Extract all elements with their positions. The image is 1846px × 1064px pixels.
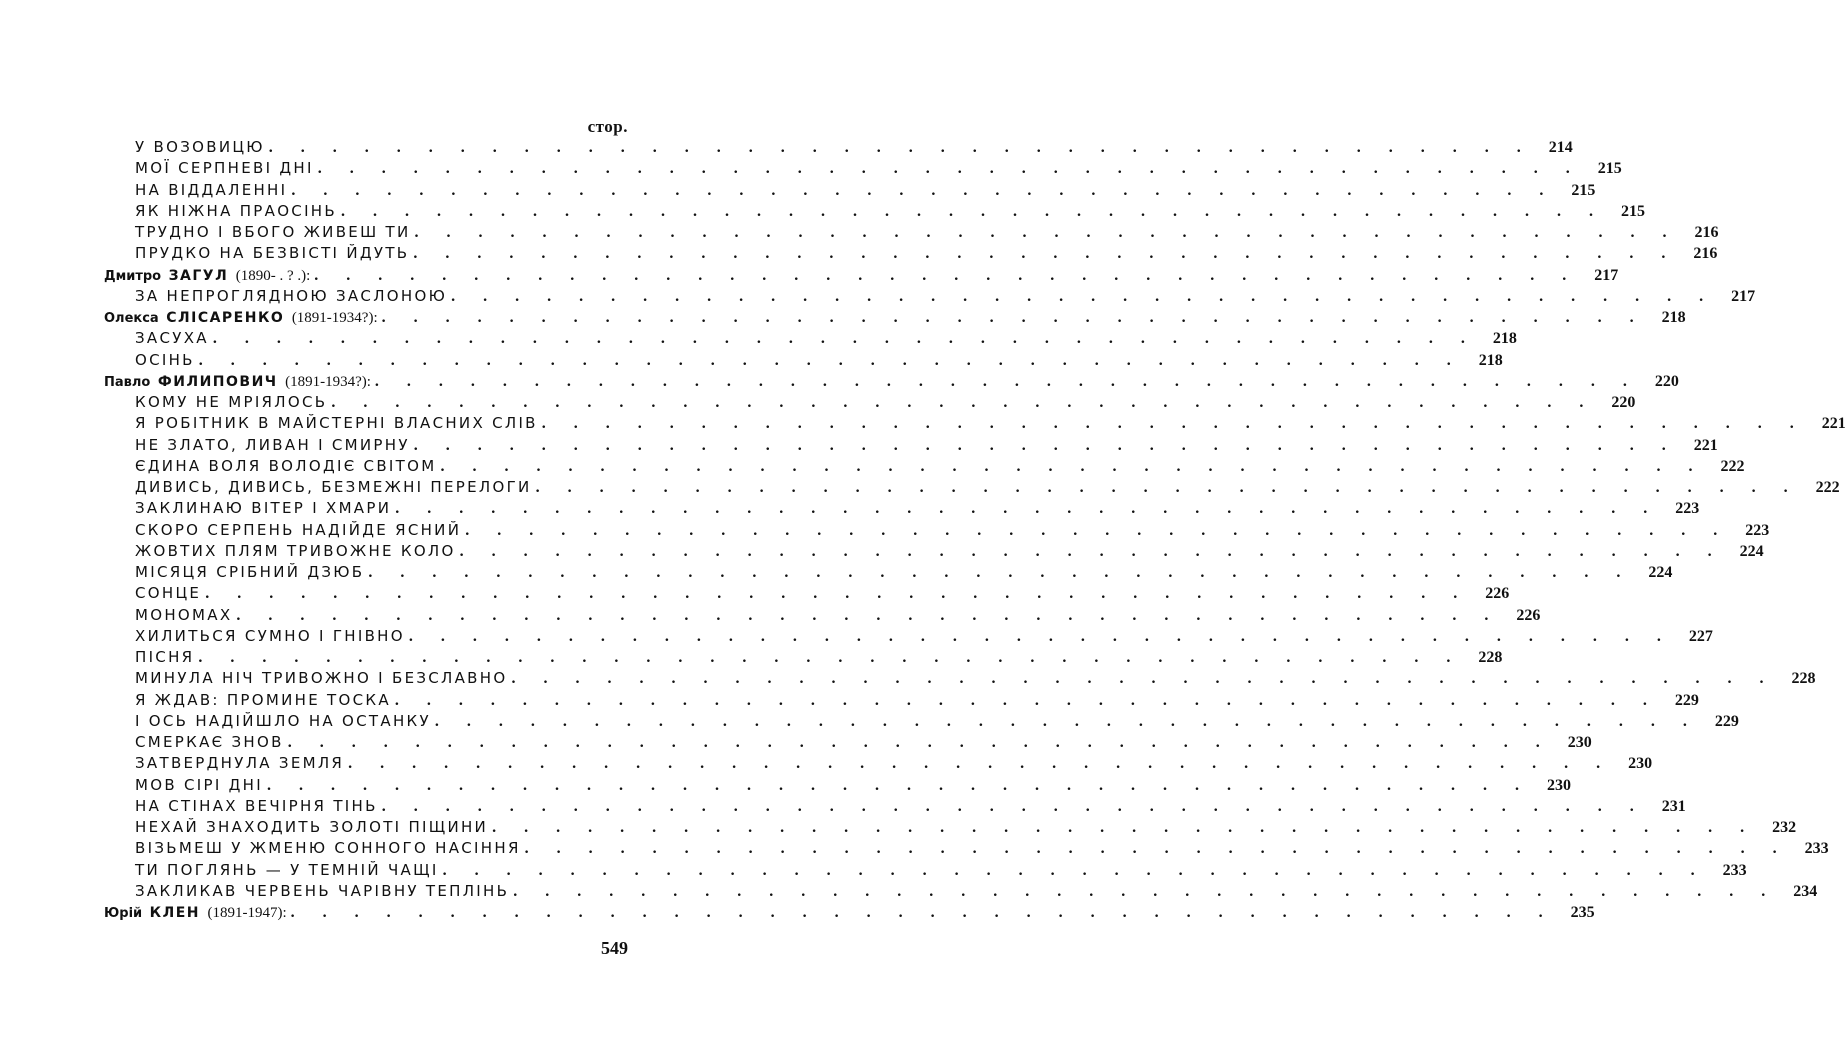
dot-leader: . . . . . . . . . . . . . . . . . . . . . . . . . . . . . . . . . . . . . . . . — [395, 500, 1660, 518]
dot-leader: . . . . . . . . . . . . . . . . . . . . . . . . . . . . . . . . . . . . . . . . — [381, 309, 1646, 326]
dot-leader: . . . . . . . . . . . . . . . . . . . . . . . . . . . . . . . . . . . . . . . . — [451, 287, 1716, 305]
entry-page-number: 220 — [1654, 372, 1679, 390]
entry-page-number: 227 — [1688, 627, 1713, 645]
toc-author-entry — [104, 265, 1619, 286]
poem-title: СКОРО СЕРПЕНЬ НАДІЙДЕ ЯСНИЙ — [135, 520, 462, 539]
dot-leader: . . . . . . . . . . . . . . . . . . . . . . . . . . . . . . . . . . . . . . . . — [314, 266, 1579, 284]
toc-poem-entry — [104, 180, 1596, 201]
dot-leader: . . . . . . . . . . . . . . . . . . . . . . . . . . . . . . . . . . . . . . . . — [394, 691, 1659, 709]
toc-poem-entry — [104, 328, 1517, 349]
poem-title: ХИЛИТЬСЯ СУМНО І ГНІВНО — [135, 626, 405, 645]
entry-page-number: 224 — [1739, 542, 1764, 560]
dot-leader: . . . . . . . . . . . . . . . . . . . . . . . . . . . . . . . . . . . . . . . . — [348, 755, 1613, 773]
dot-leader: . . . . . . . . . . . . . . . . . . . . . . . . . . . . . . . . . . . . . . . . — [541, 415, 1806, 433]
entry-page-number: 222 — [1815, 479, 1840, 496]
page-number: 549 — [601, 938, 628, 958]
entry-page-number: 226 — [1485, 585, 1510, 603]
toc-poem-entry — [104, 753, 1653, 774]
entry-page-number: 222 — [1720, 457, 1745, 475]
poem-title: МОВ СІРІ ДНІ — [135, 775, 263, 794]
dot-leader: . . . . . . . . . . . . . . . . . . . . . . . . . . . . . . . . . . . . . . . . — [266, 776, 1531, 794]
author-first-name: Юрій — [104, 906, 143, 921]
toc-poem-entry — [104, 562, 1673, 583]
poem-title: МОНОМАХ — [135, 605, 233, 624]
toc-poem-entry — [104, 647, 1503, 668]
entry-page-number: 215 — [1620, 202, 1645, 220]
dot-leader: . . . . . . . . . . . . . . . . . . . . . . . . . . . . . . . . . . . . . . . . — [331, 394, 1596, 411]
toc-poem-entry — [104, 626, 1713, 647]
entry-page-number: 215 — [1571, 181, 1596, 199]
poem-title: ПІСНЯ — [135, 648, 195, 666]
toc-poem-entry — [104, 413, 1846, 434]
dot-leader: . . . . . . . . . . . . . . . . . . . . . . . . . . . . . . . . . . . . . . . . — [414, 224, 1679, 241]
dot-leader: . . . . . . . . . . . . . . . . . . . . . . . . . . . . . . . . . . . . . . . . — [287, 734, 1552, 751]
toc-poem-entry — [104, 222, 1719, 243]
toc-poem-entry — [104, 775, 1571, 796]
poem-title: ПРУДКО НА БЕЗВІСТІ ЙДУТЬ — [135, 244, 410, 263]
dot-leader: . . . . . . . . . . . . . . . . . . . . . . . . . . . . . . . . . . . . . . . . — [374, 372, 1639, 390]
dot-leader: . . . . . . . . . . . . . . . . . . . . . . . . . . . . . . . . . . . . . . . . — [317, 160, 1582, 178]
poem-title: Я ЖДАВ: ПРОМИНЕ ТОСКА — [135, 690, 391, 709]
author-heading — [104, 308, 382, 329]
entry-page-number: 218 — [1492, 330, 1517, 348]
poem-title: НА ВІДДАЛЕННІ — [135, 180, 288, 199]
entry-page-number: 233 — [1804, 840, 1829, 858]
dot-leader: . . . . . . . . . . . . . . . . . . . . . . . . . . . . . . . . . . . . . . . . — [413, 436, 1678, 454]
entry-page-number: 218 — [1661, 309, 1686, 326]
dot-leader: . . . . . . . . . . . . . . . . . . . . . . . . . . . . . . . . . . . . . . . . — [205, 585, 1470, 603]
toc-poem-entry — [104, 668, 1816, 689]
dot-leader: . . . . . . . . . . . . . . . . . . . . . . . . . . . . . . . . . . . . . . . . — [198, 649, 1463, 666]
dot-leader: . . . . . . . . . . . . . . . . . . . . . . . . . . . . . . . . . . . . . . . . — [408, 627, 1673, 645]
toc-poem-entry — [104, 137, 1573, 158]
entry-page-number: 230 — [1628, 755, 1653, 773]
author-heading — [104, 266, 314, 287]
entry-page-number: 231 — [1661, 797, 1686, 815]
poem-title: У ВОЗОВИЦЮ — [135, 138, 265, 156]
entry-page-number: 229 — [1674, 691, 1699, 709]
author-years: (1891-1934?): — [291, 310, 378, 326]
toc-poem-entry — [104, 732, 1592, 753]
dot-leader: . . . . . . . . . . . . . . . . . . . . . . . . . . . . . . . . . . . . . . . . — [290, 904, 1555, 921]
dot-leader: . . . . . . . . . . . . . . . . . . . . . . . . . . . . . . . . . . . . . . . . — [492, 819, 1757, 836]
dot-leader: . . . . . . . . . . . . . . . . . . . . . . . . . . . . . . . . . . . . . . . . — [459, 542, 1724, 560]
toc-poem-entry — [104, 498, 1700, 519]
author-last-name: ЗАГУЛ — [168, 267, 229, 284]
poem-title: ОСІНЬ — [135, 350, 195, 369]
entry-page-number: 235 — [1570, 904, 1595, 921]
entry-page-number: 226 — [1516, 606, 1541, 624]
entry-page-number: 217 — [1731, 287, 1756, 305]
entry-page-number: 221 — [1693, 436, 1718, 454]
toc-poem-entry — [104, 860, 1747, 881]
poem-title: МОЇ СЕРПНЕВІ ДНІ — [135, 159, 314, 178]
poem-title: СМЕРКАЄ ЗНОВ — [135, 733, 284, 751]
entry-page-number: 230 — [1546, 776, 1571, 794]
dot-leader: . . . . . . . . . . . . . . . . . . . . . . . . . . . . . . . . . . . . . . . . — [413, 245, 1678, 263]
author-last-name: СЛІСАРЕНКО — [166, 310, 285, 326]
dot-leader: . . . . . . . . . . . . . . . . . . . . . . . . . . . . . . . . . . . . . . . . — [268, 139, 1533, 156]
toc-poem-entry — [104, 541, 1764, 562]
poem-title: І ОСЬ НАДІЙШЛО НА ОСТАНКУ — [135, 711, 431, 730]
dot-leader: . . . . . . . . . . . . . . . . . . . . . . . . . . . . . . . . . . . . . . . . — [198, 351, 1463, 369]
poem-title: СОНЦЕ — [135, 584, 202, 603]
entry-page-number: 217 — [1594, 266, 1619, 284]
dot-leader: . . . . . . . . . . . . . . . . . . . . . . . . . . . . . . . . . . . . . . . . — [212, 330, 1477, 348]
poem-title: ДИВИСЬ, ДИВИСЬ, БЕЗМЕЖНІ ПЕРЕЛОГИ — [135, 478, 532, 496]
toc-poem-entry — [104, 605, 1541, 626]
entry-page-number: 228 — [1478, 649, 1503, 666]
toc-author-entry — [104, 902, 1595, 923]
table-of-contents — [104, 137, 1846, 923]
poem-title: ЗАТВЕРДНУЛА ЗЕМЛЯ — [135, 754, 345, 773]
entry-page-number: 233 — [1722, 861, 1747, 879]
poem-title: ЯК НІЖНА ПРАОСІНЬ — [135, 201, 337, 220]
poem-title: ТИ ПОГЛЯНЬ — У ТЕМНІЙ ЧАЩІ — [135, 860, 439, 879]
poem-title: МИНУЛА НІЧ ТРИВОЖНО І БЕЗСЛАВНО — [135, 669, 508, 688]
poem-title: ЗАСУХА — [135, 329, 209, 348]
entry-page-number: 230 — [1567, 734, 1592, 751]
toc-poem-entry — [104, 350, 1503, 371]
page-column-header: стор. — [587, 117, 628, 136]
poem-title: ЗАКЛИНАЮ ВІТЕР І ХМАРИ — [135, 499, 392, 518]
entry-page-number: 234 — [1793, 882, 1818, 900]
toc-poem-entry — [104, 690, 1699, 711]
author-heading — [104, 372, 375, 393]
author-years: (1891-1934?): — [285, 373, 371, 390]
entry-page-number: 216 — [1693, 245, 1718, 263]
entry-page-number: 214 — [1548, 139, 1573, 156]
entry-page-number: 228 — [1791, 670, 1816, 688]
toc-poem-entry — [104, 477, 1840, 498]
toc-poem-entry — [104, 435, 1718, 456]
poem-title: МІСЯЦЯ СРІБНИЙ ДЗЮБ — [135, 563, 365, 581]
toc-poem-entry — [104, 838, 1829, 859]
author-first-name: Павло — [104, 374, 151, 390]
entry-page-number: 220 — [1611, 394, 1636, 411]
toc-poem-entry — [104, 201, 1645, 222]
author-last-name: КЛЕН — [149, 905, 200, 921]
toc-poem-entry — [104, 158, 1622, 179]
entry-page-number: 224 — [1648, 564, 1673, 581]
author-first-name: Олекса — [104, 311, 159, 326]
dot-leader: . . . . . . . . . . . . . . . . . . . . . . . . . . . . . . . . . . . . . . . . — [511, 670, 1776, 688]
entry-page-number: 218 — [1478, 351, 1503, 369]
toc-author-entry — [104, 371, 1679, 392]
poem-title: КОМУ НЕ МРІЯЛОСЬ — [135, 393, 328, 411]
dot-leader: . . . . . . . . . . . . . . . . . . . . . . . . . . . . . . . . . . . . . . . . — [236, 606, 1501, 624]
dot-leader: . . . . . . . . . . . . . . . . . . . . . . . . . . . . . . . . . . . . . . . . — [513, 882, 1778, 900]
entry-page-number: 215 — [1597, 160, 1622, 178]
poem-title: Я РОБІТНИК В МАЙСТЕРНІ ВЛАСНИХ СЛІВ — [135, 414, 538, 433]
poem-title: ЄДИНА ВОЛЯ ВОЛОДІЄ СВІТОМ — [135, 456, 437, 475]
poem-title: ВІЗЬМЕШ У ЖМЕНЮ СОННОГО НАСІННЯ — [135, 839, 521, 858]
poem-title: НА СТІНАХ ВЕЧІРНЯ ТІНЬ — [135, 796, 378, 815]
toc-author-entry — [104, 307, 1686, 328]
author-heading — [104, 903, 291, 924]
poem-title: НЕХАЙ ЗНАХОДИТЬ ЗОЛОТІ ПІЩИНИ — [135, 818, 489, 836]
toc-poem-entry — [104, 286, 1756, 307]
author-first-name: Дмитро — [104, 268, 162, 284]
toc-poem-entry — [104, 881, 1818, 902]
poem-title: ТРУДНО І ВБОГО ЖИВЕШ ТИ — [135, 223, 411, 241]
entry-page-number: 216 — [1694, 224, 1719, 241]
dot-leader: . . . . . . . . . . . . . . . . . . . . . . . . . . . . . . . . . . . . . . . . — [434, 712, 1699, 730]
dot-leader: . . . . . . . . . . . . . . . . . . . . . . . . . . . . . . . . . . . . . . . . — [368, 564, 1633, 581]
author-last-name: ФИЛИПОВИЧ — [157, 373, 278, 390]
dot-leader: . . . . . . . . . . . . . . . . . . . . . . . . . . . . . . . . . . . . . . . . — [381, 797, 1646, 815]
dot-leader: . . . . . . . . . . . . . . . . . . . . . . . . . . . . . . . . . . . . . . . . — [340, 202, 1605, 220]
dot-leader: . . . . . . . . . . . . . . . . . . . . . . . . . . . . . . . . . . . . . . . . — [465, 521, 1730, 539]
entry-page-number: 232 — [1772, 819, 1797, 836]
toc-poem-entry — [104, 583, 1510, 604]
poem-title: ЗА НЕПРОГЛЯДНОЮ ЗАСЛОНОЮ — [135, 286, 448, 305]
toc-poem-entry — [104, 520, 1770, 541]
toc-poem-entry — [104, 456, 1745, 477]
poem-title: ЗАКЛИКАВ ЧЕРВЕНЬ ЧАРІВНУ ТЕПЛІНЬ — [135, 881, 510, 900]
poem-title: НЕ ЗЛАТО, ЛИВАН І СМИРНУ — [135, 435, 410, 454]
entry-page-number: 229 — [1714, 712, 1739, 730]
toc-poem-entry — [104, 392, 1636, 413]
toc-poem-entry — [104, 817, 1797, 838]
toc-poem-entry — [104, 796, 1686, 817]
toc-poem-entry — [104, 243, 1718, 264]
dot-leader: . . . . . . . . . . . . . . . . . . . . . . . . . . . . . . . . . . . . . . . . — [440, 457, 1705, 475]
toc-poem-entry — [104, 711, 1739, 732]
entry-page-number: 223 — [1745, 521, 1770, 539]
dot-leader: . . . . . . . . . . . . . . . . . . . . . . . . . . . . . . . . . . . . . . . . — [291, 181, 1556, 199]
dot-leader: . . . . . . . . . . . . . . . . . . . . . . . . . . . . . . . . . . . . . . . . — [442, 861, 1707, 879]
entry-page-number: 221 — [1821, 415, 1846, 433]
author-years: (1890- . ? .): — [235, 267, 311, 284]
poem-title: ЖОВТИХ ПЛЯМ ТРИВОЖНЕ КОЛО — [135, 541, 456, 560]
dot-leader: . . . . . . . . . . . . . . . . . . . . . . . . . . . . . . . . . . . . . . . . — [524, 840, 1789, 858]
dot-leader: . . . . . . . . . . . . . . . . . . . . . . . . . . . . . . . . . . . . . . . . — [535, 479, 1800, 496]
entry-page-number: 223 — [1675, 500, 1700, 518]
author-years: (1891-1947): — [207, 905, 287, 921]
